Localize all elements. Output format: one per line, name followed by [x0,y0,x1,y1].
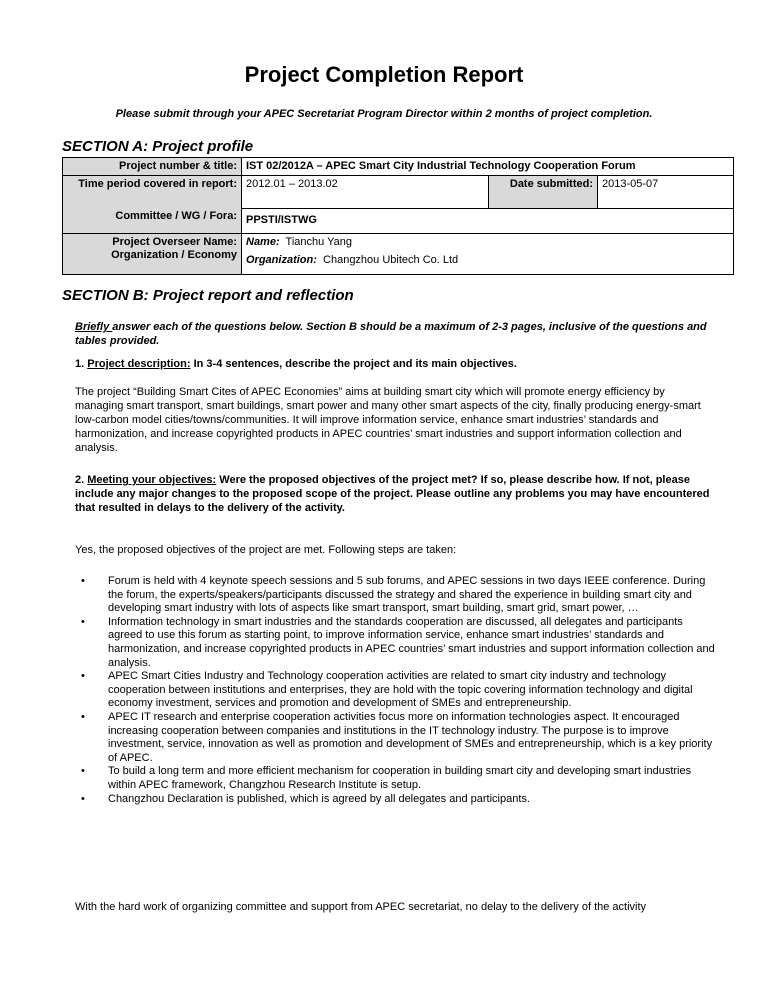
time-period-value: 2012.01 – 2013.02 [242,176,489,209]
table-row [63,176,734,209]
q2-intro: Yes, the proposed objectives of the project are met. Following steps are taken: [75,544,457,556]
list-item-text: Forum is held with 4 keynote speech sessions and 5 sub forums, and APEC sessions in two days IEEE conference. During the forum, the experts/speakers/participants discussed the strategy and shared the experience in building smart city and developing smart industry with lots of aspects like smart transport, smart building, smart grid, smart power, … [108,575,706,615]
q2-number: 2. [75,474,88,486]
question-2 [75,473,715,515]
bullet-icon: • [81,615,85,628]
overseer-label: Project Overseer Name: [112,235,237,248]
list-item [75,765,715,792]
bullet-icon: • [81,670,85,683]
instruction-rest: answer each of the questions below. Section B should be a maximum of 2-3 pages, inclusive of the questions and tables provided. [75,321,707,347]
list-item [75,711,715,765]
bullet-icon: • [81,792,85,805]
list-item [75,793,715,807]
objectives-list [75,575,715,806]
section-b-heading: SECTION B: Project report and reflection [62,287,354,304]
list-item [75,575,715,616]
overseer-label-cell [63,233,242,274]
organization-economy-label: Organization / Economy [111,248,237,261]
project-number-value: IST 02/2012A – APEC Smart City Industrial Technology Cooperation Forum [242,158,734,176]
committee-label: Committee / WG / Fora: [63,208,242,233]
list-item [75,670,715,711]
instruction-underlined: Briefly [75,321,113,333]
q2-title: Meeting your objectives: [87,474,217,486]
question-1 [75,357,715,371]
list-item-text: To build a long term and more efficient mechanism for cooperation in building smart city and developing smart industries within APEC framework, Changzhou Research Institute is setup. [108,765,692,791]
bullet-icon: • [81,710,85,723]
list-item [75,616,715,670]
document-subtitle: Please submit through your APEC Secretariat Program Director within 2 months of project completion. [115,108,653,120]
bullet-icon: • [81,765,85,778]
list-item-text: APEC IT research and enterprise cooperation activities focus more on information technologies aspect. It encouraged increasing cooperation between companies and institutions in the IT technology industry. The purpose is to improve investment, service, innovation as well as promotion and development of SMEs and entrepreneurship, which is a key priority of APEC. [108,710,713,764]
committee-value: PPSTI/ISTWG [242,208,734,233]
table-row [63,158,734,176]
date-submitted-value: 2013-05-07 [598,176,734,209]
bullet-icon: • [81,575,85,587]
organization-label: Organization: [246,253,317,266]
overseer-name-line [246,236,729,249]
list-item-text: APEC Smart Cities Industry and Technology cooperation activities are related to smart city industry and technology cooperation between institutions and enterprises, they are hold with the topic covering information technology and digital economy investment, services and promotion and development of SMEs and entrepreneurship. [108,670,693,710]
q1-title: Project description: [87,358,191,370]
section-b-instruction [75,320,715,348]
list-item-text: Changzhou Declaration is published, which is agreed by all delegates and participants. [108,792,530,805]
organization-value: Changzhou Ubitech Co. Ltd [323,253,459,266]
overseer-org-line [246,254,729,267]
closing-paragraph: With the hard work of organizing committee and support from APEC secretariat, no delay to the delivery of the activity [75,901,647,913]
q1-answer: The project “Building Smart Cites of APEC Economies” aims at building smart city which will promote energy efficiency by managing smart transport, smart buildings, smart power and many other smart aspects of the city, finally producing energy-smart low-carbon model cities/towns/communities. It will improve information service, enhance smart industries’ standards and harmonization, and increase copyrighted products in APEC countries’ smart industries and support information collection and analysis. [75,386,701,454]
project-number-label: Project number & title: [63,158,242,176]
list-item-text: Information technology in smart industries and the standards cooperation are discussed, all delegates and participants agreed to use this forum as starting point, to improve information service, enhance smart industries’ standards and harmonization, and increase copyrighted products in APEC countries’ smart industries and support information collection and analysis. [108,615,715,669]
overseer-value-cell [242,233,734,274]
name-value: Tianchu Yang [285,235,353,248]
q1-number: 1. [75,358,88,370]
table-row [63,208,734,233]
time-period-label: Time period covered in report: [63,176,242,209]
project-profile-table [62,157,734,275]
name-label: Name: [246,235,280,248]
document-title: Project Completion Report [244,62,524,87]
q1-text: In 3-4 sentences, describe the project and its main objectives. [190,358,517,370]
table-row [63,233,734,274]
section-a-heading: SECTION A: Project profile [62,138,254,155]
q2-text: Were the proposed objectives of the project met? If so, please describe how. If not, please include any major changes to the proposed scope of the project. Please outline any problems you may have encountered that resulted in delays to the delivery of the activity. [75,474,710,514]
date-submitted-label: Date submitted: [489,176,598,209]
